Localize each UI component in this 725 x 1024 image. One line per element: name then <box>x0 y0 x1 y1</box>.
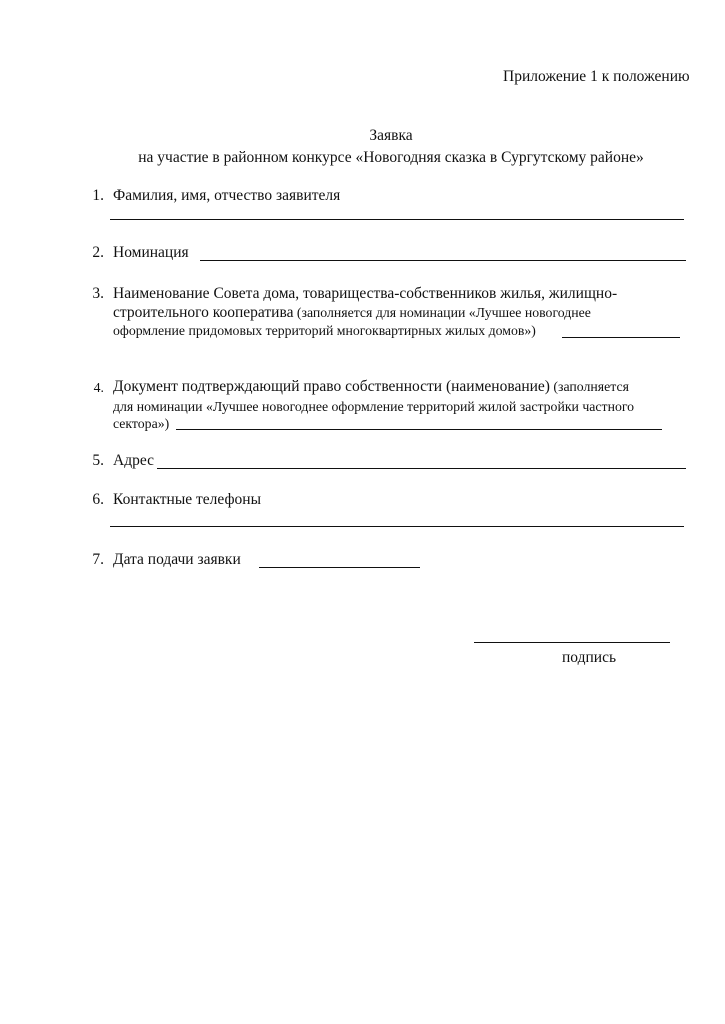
appendix-note: Приложение 1 к положению <box>503 68 690 85</box>
item-number: 5. <box>92 452 104 469</box>
date-field-line[interactable] <box>259 567 420 568</box>
signature-label: подпись <box>562 649 617 666</box>
organization-field-line[interactable] <box>562 337 680 338</box>
item-number: 4. <box>93 380 104 395</box>
item-text-line3: сектора») <box>113 416 170 431</box>
form-title: Заявка <box>369 127 413 144</box>
form-subtitle: на участие в районном конкурсе «Новогодняя сказка в Сургутскому районе» <box>138 149 644 166</box>
document-field-line[interactable] <box>176 429 662 430</box>
item-text-line2: строительного кооператива (заполняется для номинации «Лучшее новогоднее <box>113 304 591 321</box>
address-field-line[interactable] <box>157 468 686 469</box>
item-text-line1: Наименование Совета дома, товарищества-собственников жилья, жилищно- <box>113 285 618 302</box>
item-label: Номинация <box>113 244 189 261</box>
item-label: Фамилия, имя, отчество заявителя <box>113 187 341 204</box>
item-number: 7. <box>92 551 104 568</box>
nomination-field-line[interactable] <box>200 260 686 261</box>
item-number: 2. <box>92 244 104 261</box>
item-text-line2: для номинации «Лучшее новогоднее оформление территорий жилой застройки частного <box>113 399 635 414</box>
item-text-line3: оформление придомовых территорий многоквартирных жилых домов») <box>113 323 536 338</box>
item-text-line1: Документ подтверждающий право собственности (наименование) (заполняется <box>113 378 629 395</box>
item-label: Дата подачи заявки <box>113 551 241 568</box>
item-number: 3. <box>92 285 104 302</box>
item-number: 1. <box>92 187 104 204</box>
item-number: 6. <box>92 491 104 508</box>
fio-field-line[interactable] <box>110 219 684 220</box>
signature-line[interactable] <box>474 642 670 643</box>
item-label: Адрес <box>113 452 154 469</box>
item-label: Контактные телефоны <box>113 491 261 508</box>
phones-field-line[interactable] <box>110 526 684 527</box>
